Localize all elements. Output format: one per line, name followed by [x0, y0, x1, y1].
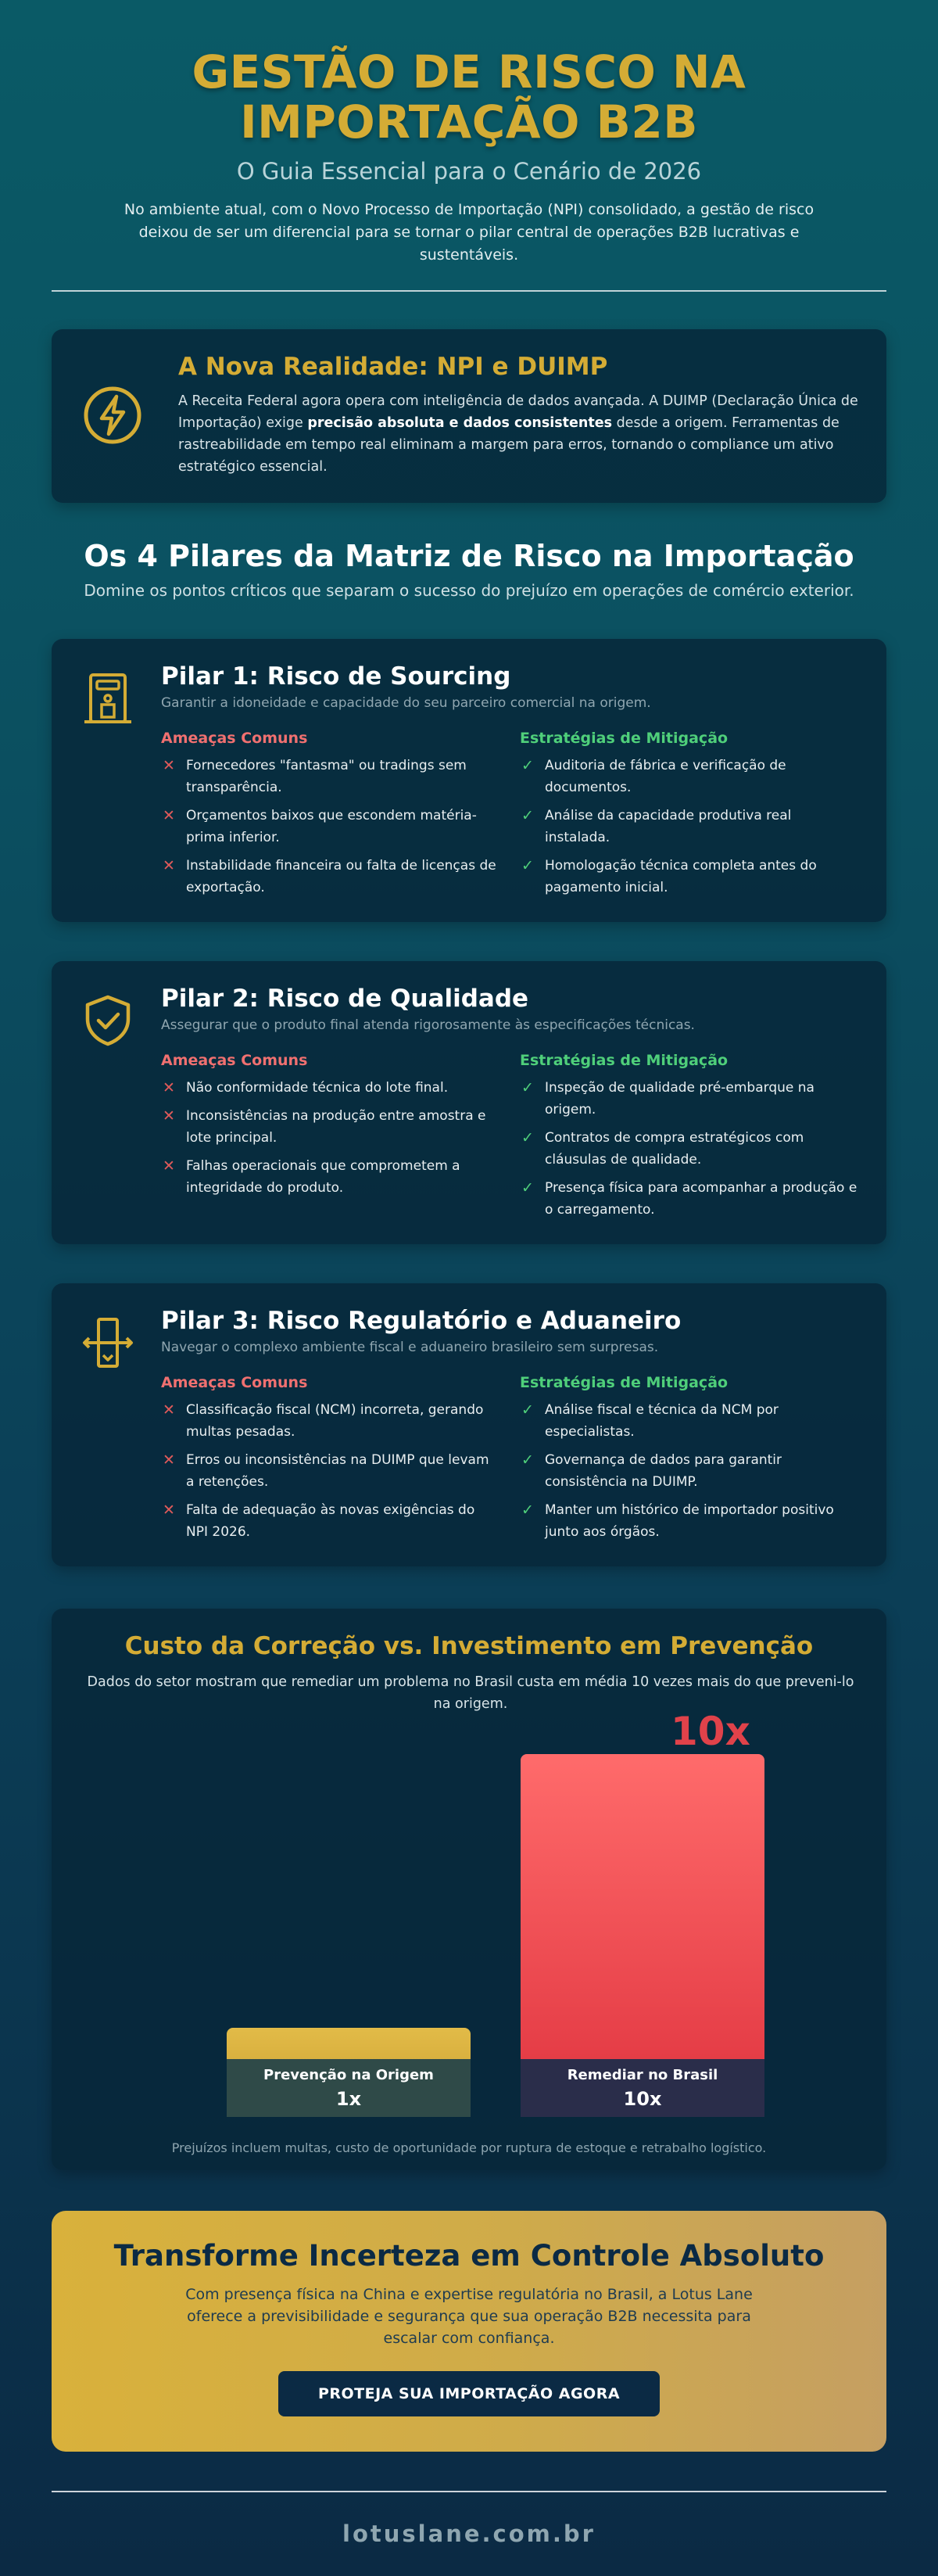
mitigation-item: [520, 855, 858, 899]
npi-content: [178, 353, 858, 478]
mitigation-text: Governança de dados para garantir consistência na DUIMP.: [545, 1452, 782, 1490]
pillar-columns: [161, 730, 858, 905]
npi-text-before: A Receita Federal agora opera com inteligência de dados avançada. A DUIMP (Declaração Única de Importação) exige: [178, 393, 858, 431]
threat-item: [161, 805, 499, 849]
bar-remediation-label: [521, 2059, 764, 2117]
pillars-subtitle: Domine os pontos críticos que separam o sucesso do prejuízo em operações de comércio exterior.: [84, 581, 854, 600]
x-icon: ✕: [163, 1501, 175, 1519]
bar-value-label: 1x: [335, 2088, 362, 2110]
check-icon: ✓: [521, 1129, 534, 1146]
mitigation-column: [520, 730, 858, 905]
threats-column: [161, 730, 499, 905]
bar-category-label: Remediar no Brasil: [567, 2067, 718, 2083]
mitigation-text: Inspeção de qualidade pré-embarque na origem.: [545, 1080, 814, 1118]
mitigation-list: [520, 1399, 858, 1543]
pillar-subtitle: Navegar o complexo ambiente fiscal e aduaneiro brasileiro sem surpresas.: [161, 1340, 659, 1355]
header: [52, 0, 886, 267]
bar-value-label: 10x: [623, 2088, 662, 2110]
mitigation-text: Presença física para acompanhar a produção e o carregamento.: [545, 1180, 857, 1218]
pillar-title: Pilar 3: Risco Regulatório e Aduaneiro: [161, 1307, 682, 1335]
threat-item: [161, 1155, 499, 1199]
intro-text: No ambiente atual, com o Novo Processo de Importação (NPI) consolidado, a gestão de risco deixou de ser um diferencial para se tornar o pilar central de operações B2B lucrativas e sustentáveis.: [124, 201, 814, 264]
threat-text: Falhas operacionais que comprometem a integridade do produto.: [186, 1158, 460, 1196]
header-divider: [52, 290, 886, 292]
npi-card: [52, 329, 886, 503]
mitigation-item: [520, 1499, 858, 1543]
customs-document-icon: [80, 1315, 136, 1371]
mitigation-item: [520, 1177, 858, 1221]
cta-text: Com presença física na China e expertise regulatória no Brasil, a Lotus Lane oferece a previsibilidade e segurança que sua operação B2B necessita para escalar com confiança.: [185, 2286, 753, 2347]
pillar-columns: [161, 1374, 858, 1549]
bar-prevention-label: [227, 2059, 471, 2117]
check-icon: ✓: [521, 1179, 534, 1197]
threats-list: [161, 755, 499, 899]
threats-heading: Ameaças Comuns: [161, 730, 308, 747]
check-icon: ✓: [521, 1079, 534, 1096]
chart-subtitle: Dados do setor mostram que remediar um problema no Brasil custa em média 10 vezes mais do que preveni-lo na origem.: [87, 1674, 854, 1712]
mitigation-text: Análise da capacidade produtiva real instalada.: [545, 808, 792, 845]
mitigation-item: [520, 1449, 858, 1493]
pillars-list: [52, 639, 886, 1566]
title-line-2: IMPORTAÇÃO B2B: [240, 95, 698, 149]
mitigation-item: [520, 1077, 858, 1121]
threat-text: Instabilidade financeira ou falta de licenças de exportação.: [186, 858, 496, 895]
page-title: [52, 47, 886, 147]
threat-item: [161, 855, 499, 899]
pillar-body: [161, 1307, 858, 1545]
pillar-body: [161, 662, 858, 900]
threats-heading: Ameaças Comuns: [161, 1374, 308, 1391]
npi-text: [178, 390, 858, 478]
cost-chart-card: [52, 1609, 886, 2170]
threat-text: Falta de adequação às novas exigências do NPI 2026.: [186, 1502, 475, 1540]
x-icon: ✕: [163, 857, 175, 874]
pillar-title: Pilar 2: Risco de Qualidade: [161, 985, 529, 1013]
lightning-icon: [80, 382, 145, 448]
threat-text: Erros ou inconsistências na DUIMP que levam a retenções.: [186, 1452, 489, 1490]
threat-item: [161, 1105, 499, 1149]
threats-list: [161, 1399, 499, 1543]
threat-item: [161, 1399, 499, 1443]
threat-text: Inconsistências na produção entre amostra e lote principal.: [186, 1108, 486, 1146]
mitigation-column: [520, 1374, 858, 1549]
mitigation-heading: Estratégias de Mitigação: [520, 1374, 729, 1391]
pillar-card-regulatory: [52, 1283, 886, 1566]
x-icon: ✕: [163, 757, 175, 774]
threat-item: [161, 1077, 499, 1099]
cta-banner: [52, 2211, 886, 2452]
pillars-title: Os 4 Pilares da Matriz de Risco na Importação: [84, 539, 854, 573]
footer-domain: lotuslane.com.br: [342, 2520, 596, 2547]
threats-column: [161, 1374, 499, 1549]
threat-text: Orçamentos baixos que escondem matéria-prima inferior.: [186, 808, 477, 845]
mitigation-text: Contratos de compra estratégicos com cláusulas de qualidade.: [545, 1130, 804, 1168]
x-icon: ✕: [163, 1157, 175, 1175]
threats-heading: Ameaças Comuns: [161, 1052, 308, 1069]
threat-item: [161, 1499, 499, 1543]
cta-button[interactable]: PROTEJA SUA IMPORTAÇÃO AGORA: [278, 2371, 660, 2416]
mitigation-text: Homologação técnica completa antes do pagamento inicial.: [545, 858, 817, 895]
x-icon: ✕: [163, 1079, 175, 1096]
threat-text: Fornecedores "fantasma" ou tradings sem transparência.: [186, 758, 467, 795]
mitigation-item: [520, 1127, 858, 1171]
mitigation-heading: Estratégias de Mitigação: [520, 1052, 729, 1069]
check-icon: ✓: [521, 1451, 534, 1469]
bar-category-label: Prevenção na Origem: [263, 2067, 434, 2083]
mitigation-item: [520, 755, 858, 798]
cta-title: Transforme Incerteza em Controle Absoluto: [113, 2239, 825, 2273]
mitigation-text: Análise fiscal e técnica da NCM por especialistas.: [545, 1402, 779, 1440]
chart-title: Custo da Correção vs. Investimento em Prevenção: [124, 1632, 814, 1660]
mitigation-heading: Estratégias de Mitigação: [520, 730, 729, 747]
x-icon: ✕: [163, 807, 175, 824]
mitigation-list: [520, 755, 858, 899]
npi-text-after: desde a origem. Ferramentas de rastreabilidade em tempo real eliminam a margem para erros, tornando o compliance um ativo estratégico essencial.: [178, 415, 840, 475]
threat-item: [161, 755, 499, 798]
check-icon: ✓: [521, 1401, 534, 1419]
threats-list: [161, 1077, 499, 1199]
pillar-subtitle: Assegurar que o produto final atenda rigorosamente às especificações técnicas.: [161, 1017, 695, 1033]
pillar-card-quality: [52, 961, 886, 1244]
threat-text: Não conformidade técnica do lote final.: [186, 1080, 449, 1096]
pillar-columns: [161, 1052, 858, 1227]
title-line-1: GESTÃO DE RISCO NA: [192, 45, 746, 99]
check-icon: ✓: [521, 757, 534, 774]
chart-area: [80, 1709, 858, 2129]
check-icon: ✓: [521, 857, 534, 874]
check-icon: ✓: [521, 807, 534, 824]
threat-item: [161, 1449, 499, 1493]
threats-column: [161, 1052, 499, 1227]
factory-icon: [80, 670, 136, 727]
pillar-subtitle: Garantir a idoneidade e capacidade do seu parceiro comercial na origem.: [161, 695, 651, 711]
footer-divider: [52, 2491, 886, 2492]
pillar-body: [161, 985, 858, 1222]
npi-text-strong: precisão absoluta e dados consistentes: [307, 415, 612, 431]
big-value-label: 10x: [671, 1709, 750, 1754]
chart-footnote: Prejuízos incluem multas, custo de oportunidade por ruptura de estoque e retrabalho logístico.: [171, 2140, 767, 2155]
npi-title: A Nova Realidade: NPI e DUIMP: [178, 353, 608, 381]
shield-check-icon: [80, 992, 136, 1049]
mitigation-item: [520, 1399, 858, 1443]
x-icon: ✕: [163, 1107, 175, 1125]
pillars-heading: [52, 539, 886, 600]
pillar-title: Pilar 1: Risco de Sourcing: [161, 662, 511, 691]
mitigation-text: Manter um histórico de importador positivo junto aos órgãos.: [545, 1502, 834, 1540]
page-subtitle: O Guia Essencial para o Cenário de 2026: [236, 158, 702, 185]
mitigation-column: [520, 1052, 858, 1227]
mitigation-text: Auditoria de fábrica e verificação de documentos.: [545, 758, 786, 795]
threat-text: Classificação fiscal (NCM) incorreta, gerando multas pesadas.: [186, 1402, 484, 1440]
check-icon: ✓: [521, 1501, 534, 1519]
pillar-card-sourcing: [52, 639, 886, 922]
mitigation-list: [520, 1077, 858, 1221]
x-icon: ✕: [163, 1401, 175, 1419]
x-icon: ✕: [163, 1451, 175, 1469]
mitigation-item: [520, 805, 858, 849]
